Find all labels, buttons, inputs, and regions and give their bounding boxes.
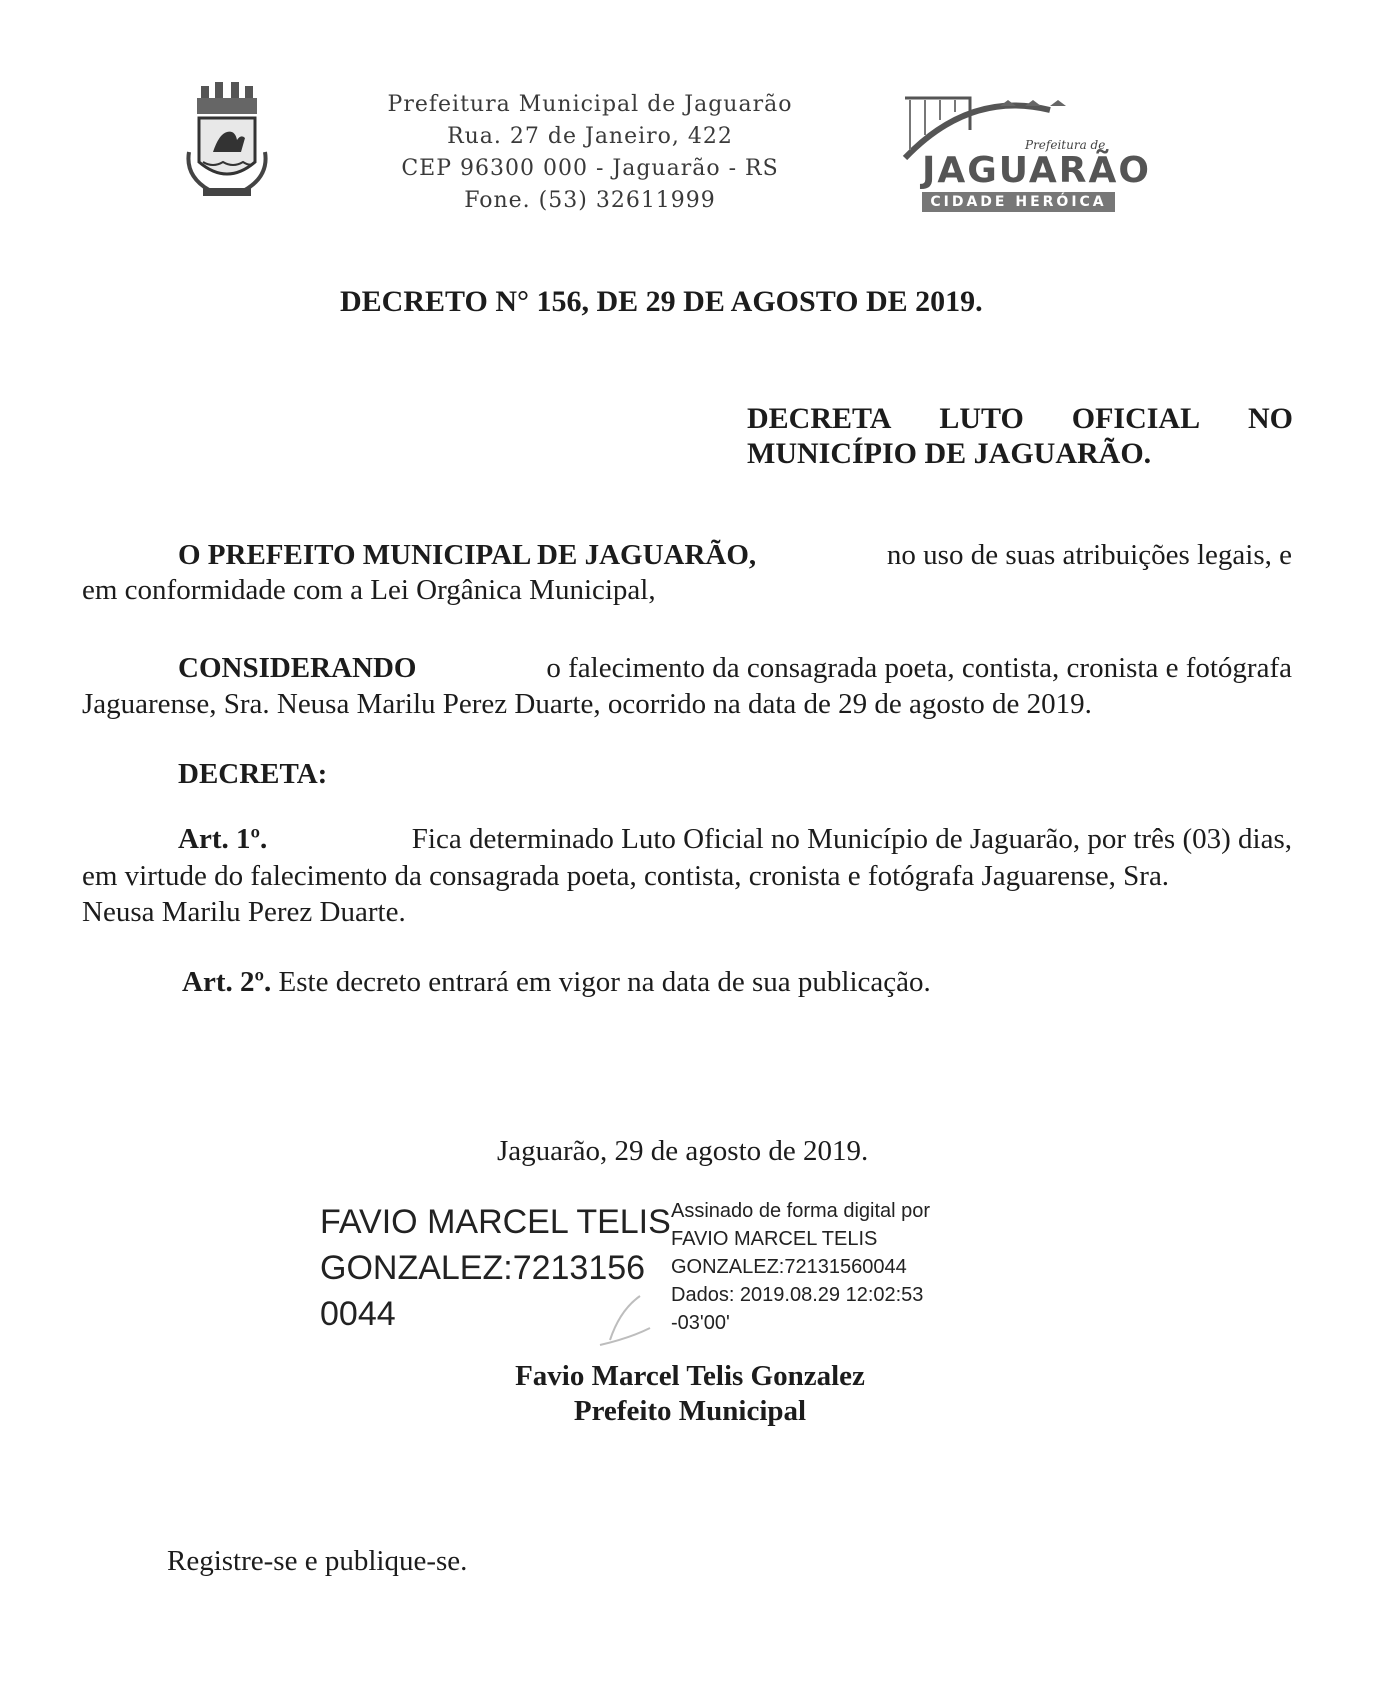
- preamble-authority: O PREFEITO MUNICIPAL DE JAGUARÃO,: [178, 539, 757, 571]
- art1-text: Fica determinado Luto Oficial no Município de Jaguarão, por três (03) dias,: [411, 823, 1292, 855]
- summary-word: NO: [1247, 402, 1293, 435]
- summary-word: DECRETA: [747, 402, 892, 435]
- preamble-line-2: em conformidade com a Lei Orgânica Municipal,: [82, 574, 656, 606]
- signature-name-line-2: GONZALEZ:7213156: [320, 1249, 646, 1287]
- art1-line-2: em virtude do falecimento da consagrada poeta, contista, cronista e fotógrafa Jaguarense, Sra.: [82, 860, 1170, 892]
- place-date: Jaguarão, 29 de agosto de 2019.: [497, 1135, 869, 1167]
- art1-line-1: [82, 823, 1292, 856]
- jaguarao-city-logo: [900, 90, 1151, 215]
- municipal-coat-of-arms-icon: [183, 82, 273, 202]
- summary-word: OFICIAL: [1071, 402, 1201, 435]
- art2-text: Este decreto entrará em vigor na data de sua publicação.: [278, 966, 931, 998]
- decree-summary-line-1: [747, 402, 1293, 436]
- art1-label: Art. 1º.: [178, 823, 268, 855]
- summary-word: LUTO: [939, 402, 1024, 435]
- considerando-label: CONSIDERANDO: [178, 652, 417, 684]
- signature-name-line-3: 0044: [320, 1295, 396, 1333]
- decreta-label: DECRETA:: [178, 758, 328, 790]
- signature-stroke-icon: [590, 1290, 660, 1350]
- header-phone: Fone. (53) 32611999: [464, 188, 716, 213]
- art2-line: [182, 966, 931, 999]
- preamble-line-1: [82, 539, 1292, 572]
- decree-summary-line-2: MUNICÍPIO DE JAGUARÃO.: [747, 437, 1152, 470]
- art1-line-3: Neusa Marilu Perez Duarte.: [82, 896, 406, 928]
- header-address: Rua. 27 de Janeiro, 422: [447, 124, 733, 149]
- considerando-line-1: [82, 652, 1292, 685]
- considerando-line-2: Jaguarense, Sra. Neusa Marilu Perez Duarte, ocorrido na data de 29 de agosto de 2019.: [82, 688, 1092, 720]
- logo-script: Prefeitura de: [1025, 138, 1106, 152]
- logo-tagline: CIDADE HERÓICA: [922, 192, 1115, 212]
- signature-info-line-2: FAVIO MARCEL TELIS: [671, 1228, 878, 1250]
- header-postal: CEP 96300 000 - Jaguarão - RS: [401, 156, 779, 181]
- signature-info-line-4: Dados: 2019.08.29 12:02:53: [671, 1284, 924, 1306]
- decree-title: DECRETO N° 156, DE 29 DE AGOSTO DE 2019.: [340, 285, 983, 318]
- signer-name: Favio Marcel Telis Gonzalez: [515, 1360, 865, 1392]
- signature-info-line-3: GONZALEZ:72131560044: [671, 1256, 907, 1278]
- considerando-text: o falecimento da consagrada poeta, contista, cronista e fotógrafa: [546, 652, 1292, 684]
- preamble-text: no uso de suas atribuições legais, e: [886, 539, 1292, 571]
- signature-info-line-1: Assinado de forma digital por: [671, 1200, 931, 1222]
- footer-note: Registre-se e publique-se.: [167, 1545, 468, 1577]
- signature-info-line-5: -03'00': [671, 1312, 730, 1334]
- header-institution: Prefeitura Municipal de Jaguarão: [387, 92, 793, 117]
- art2-label: Art. 2º.: [182, 966, 272, 998]
- logo-name: JAGUARÃO: [922, 150, 1151, 191]
- signer-role: Prefeito Municipal: [573, 1395, 807, 1427]
- signature-name-line-1: FAVIO MARCEL TELIS: [320, 1203, 671, 1241]
